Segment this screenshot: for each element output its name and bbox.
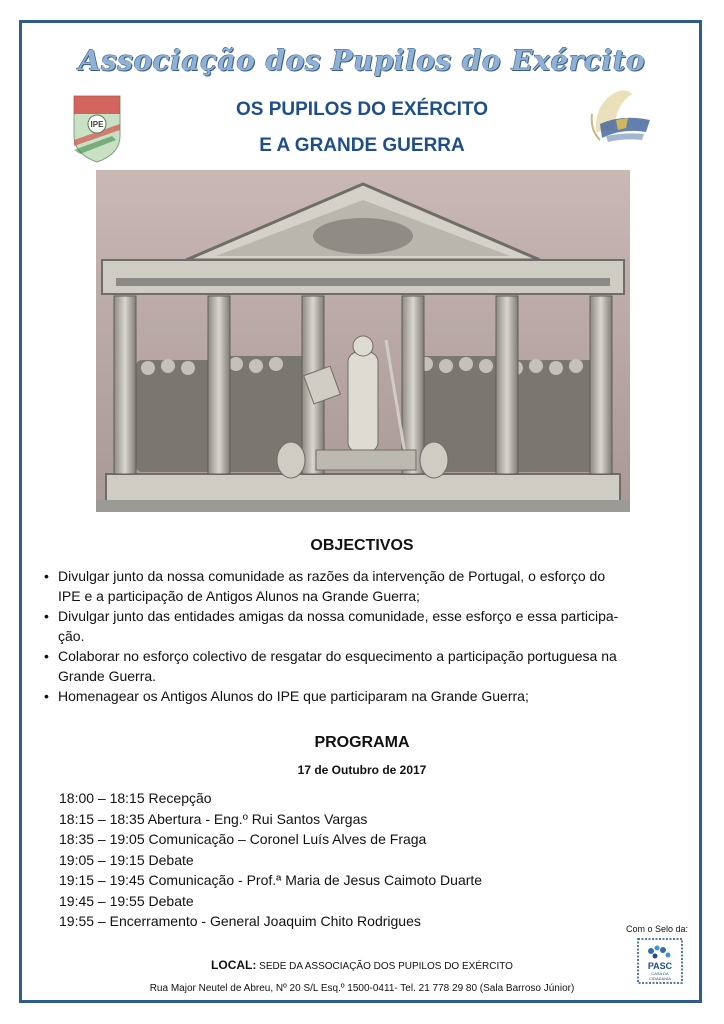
list-item <box>42 686 682 706</box>
monument-photo <box>96 170 630 512</box>
schedule-item: 18:00 – 18:15 Recepção <box>59 790 212 806</box>
objectives-title: OBJECTIVOS <box>310 537 414 554</box>
address-line: Rua Major Neutel de Abreu, Nº 20 S/L Esq.º 1500-0411- Tel. 21 778 29 80 (Sala Barroso Júnior) <box>149 983 575 994</box>
headline-line-1: OS PUPILOS DO EXÉRCITO <box>236 99 488 120</box>
list-item-text: • Homenagear os Antigos Alunos do IPE que participaram na Grande Guerra; <box>58 688 529 704</box>
list-item-text: • Colaborar no esforço colectivo de resgatar do esquecimento a participação portuguesa na <box>58 648 617 664</box>
schedule-item: 19:15 – 19:45 Comunicação - Prof.ª Maria de Jesus Caimoto Duarte <box>59 872 483 888</box>
list-item-text: Grande Guerra. <box>58 668 157 684</box>
list-item-text: • Divulgar junto das entidades amigas da nossa comunidade, esse esforço e essa participa- <box>58 608 619 624</box>
schedule-item: 19:45 – 19:55 Debate <box>59 892 194 909</box>
list-item <box>42 566 682 606</box>
ipe-logo-text: IPE <box>90 120 104 129</box>
location-label: LOCAL: <box>211 958 257 972</box>
schedule-list <box>59 788 619 932</box>
list-item <box>42 606 682 646</box>
programa-title: PROGRAMA <box>314 734 410 751</box>
list-item-text: ção. <box>58 628 85 644</box>
schedule-item: 18:15 – 18:35 Abertura - Eng.º Rui Santos Vargas <box>59 810 368 827</box>
location-line <box>0 958 724 972</box>
location-value: SEDE DA ASSOCIAÇÃO DOS PUPILOS DO EXÉRCITO <box>259 961 513 972</box>
list-item-text: • Divulgar junto da nossa comunidade as razões da intervenção de Portugal, o esforço do <box>58 568 606 584</box>
schedule-item: 18:35 – 19:05 Comunicação – Coronel Luís Alves de Fraga <box>59 831 427 847</box>
objectives-list <box>42 566 682 706</box>
list-item <box>42 646 682 686</box>
headline-line-2: E A GRANDE GUERRA <box>259 135 465 156</box>
event-date: 17 de Outubro de 2017 <box>297 763 427 777</box>
list-item-text: IPE e a participação de Antigos Alunos na Grande Guerra; <box>58 588 420 604</box>
schedule-item: 19:05 – 19:15 Debate <box>59 851 194 868</box>
schedule-item: 19:55 – Encerramento - General Joaquim Chito Rodrigues <box>59 913 421 929</box>
organization-title: Associação dos Pupilos do Exército <box>78 44 646 77</box>
seal-sub-2: CIDADANIA <box>649 976 671 981</box>
seal-caption: Com o Selo da: <box>626 924 689 934</box>
seal-name: PASC <box>647 961 673 971</box>
seal-sub-1: CASA DA <box>651 971 669 976</box>
